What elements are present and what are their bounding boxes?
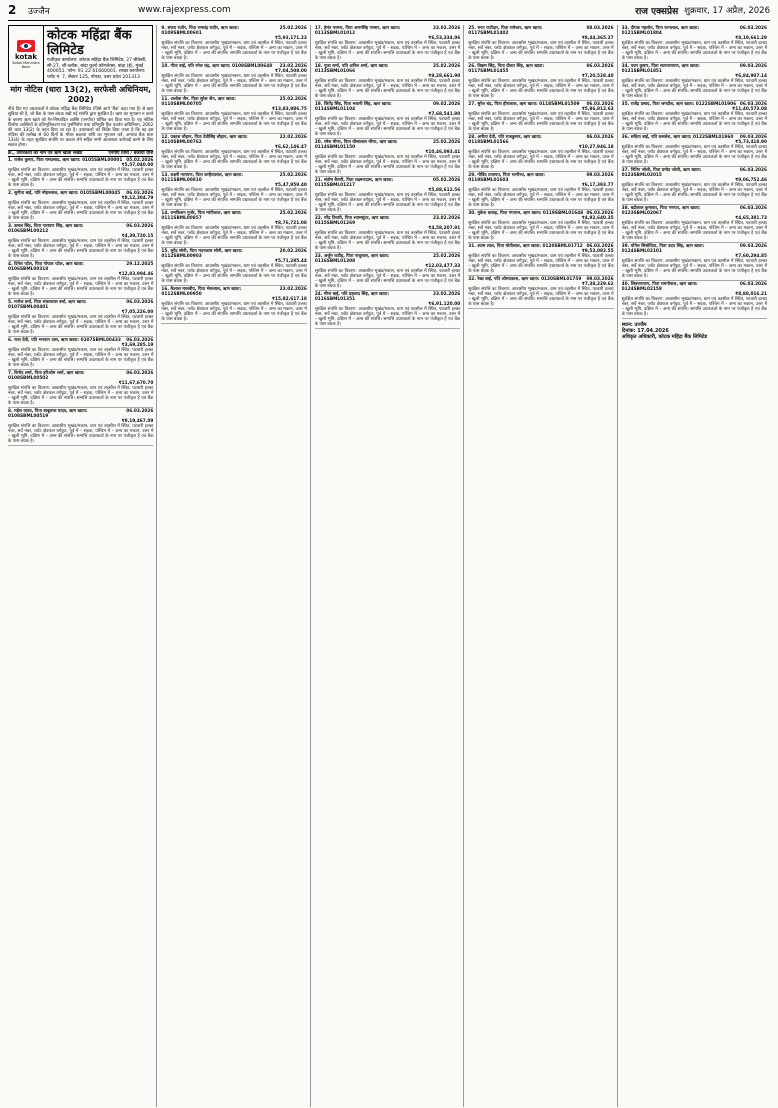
borrower-name: रामकिशन गुर्जर, पिता मांगीलाल, ऋण खाता: 0111SBML00857 <box>161 210 242 221</box>
borrower-name: विक्रम सिंह, पिता दौलत सिंह, ऋण खाता: 0117SBML01455 <box>468 63 545 74</box>
notice-entry <box>8 370 153 408</box>
notice-entry <box>315 63 460 101</box>
npa-date: 06.03.2026 <box>126 190 154 196</box>
notice-entry <box>468 276 613 309</box>
property-description: सुरक्षित संपत्ति का विवरण: आवासीय भूखंड/मकान, ग्राम एवं तहसील में स्थित, पटवारी हल्का नंबर, सर्वे नंबर, प्लॉट क्षेत्रफल वर्गफुट, पूर्व में – सड़क, पश्चिम में – अन्य का मकान, उत्तर में – खुली भूमि, दक्षिण में – अन्य की संपत्ति। सम्पत्ति उधारकर्ता के नाम पर पंजीकृत है एवं बैंक के पास बंधक है। <box>8 424 154 445</box>
entry-number: 3. <box>8 223 13 229</box>
npa-date: 06.03.2026 <box>739 205 768 211</box>
npa-date: 09.03.2026 <box>739 243 768 249</box>
outstanding-amount: ₹8,76,721.08 <box>275 220 307 226</box>
npa-date: 06.03.2026 <box>586 63 614 69</box>
npa-date: 23.02.2026 <box>279 63 307 69</box>
borrower-name: राजेश कुमार, पिता रामप्रसाद, ऋण खाता: 0105SBML00001 <box>14 157 123 163</box>
property-description: सुरक्षित संपत्ति का विवरण: आवासीय भूखंड/मकान, ग्राम एवं तहसील में स्थित, पटवारी हल्का नंबर, सर्वे नंबर, प्लॉट क्षेत्रफल वर्गफुट, पूर्व में – सड़क, पश्चिम में – अन्य का मकान, उत्तर में – खुली भूमि, दक्षिण में – अन्य की संपत्ति। सम्पत्ति उधारकर्ता के नाम पर पंजीकृत है एवं बैंक के पास बंधक है। <box>621 144 768 166</box>
outstanding-amount: ₹13,83,986.75 <box>272 106 307 112</box>
outstanding-amount: ₹4,92,640.35 <box>581 215 614 221</box>
outstanding-amount: ₹5,93,171.23 <box>275 35 307 41</box>
entry-number: 11. <box>161 96 170 102</box>
borrower-name: अशोक जैन, पिता सुरेश जैन, ऋण खाता: 0110SBML00705 <box>161 96 236 107</box>
bank-name: कोटक महिंद्रा बैंक लिमिटेड <box>47 28 132 58</box>
outstanding-amount: ₹5,71,285.44 <box>275 258 307 264</box>
outstanding-amount: ₹8,44,365.27 <box>581 35 614 41</box>
npa-date: 25.02.2026 <box>433 63 461 69</box>
column-1 <box>8 25 157 1107</box>
npa-date: 06.03.2026 <box>586 101 614 107</box>
borrower-name: संतोष बैरागी, पिता लक्ष्मणदास, ऋण खाता: 0115SBML01217 <box>314 177 394 188</box>
borrower-name: प्रकाश चौहान, पिता देवीसिंह चौहान, ऋण खाता: 0110SBML00762 <box>161 134 248 145</box>
borrower-name: शिवनारायण, पिता रामगोपाल, ऋण खाता: 0124SBML02158 <box>621 281 698 292</box>
outstanding-amount: ₹9,06,752.46 <box>735 177 768 183</box>
notice-entry <box>161 63 306 96</box>
entry-number: 19. <box>314 101 323 107</box>
header-borrower: क्र., उधारकर्ता का नाम एवं ऋण खाता संख्या <box>8 151 83 157</box>
notice-entry <box>468 25 613 63</box>
borrower-name: मनोज वर्मा, पिता शंकरलाल वर्मा, ऋण खाता: 0107SBML00401 <box>8 299 87 310</box>
outstanding-amount: ₹6,62,146.47 <box>275 144 307 150</box>
property-description: सुरक्षित संपत्ति का विवरण: आवासीय भूखंड/मकान, ग्राम एवं तहसील में स्थित, पटवारी हल्का नंबर, सर्वे नंबर, प्लॉट क्षेत्रफल वर्गफुट, पूर्व में – सड़क, पश्चिम में – अन्य का मकान, उत्तर में – खुली भूमि, दक्षिण में – अन्य की संपत्ति। सम्पत्ति उधारकर्ता के नाम पर पंजीकृत है एवं बैंक के पास बंधक है। <box>314 269 461 290</box>
notice-entry <box>468 134 613 172</box>
entry-number: 29. <box>468 172 476 178</box>
npa-date: 06.03.2026 <box>126 223 154 229</box>
notice-entry <box>315 139 460 177</box>
outstanding-amount: ₹6,91,120.00 <box>428 302 461 308</box>
npa-date: 08.03.2026 <box>586 25 614 31</box>
notice-entry <box>161 210 306 248</box>
npa-date: 23.02.2026 <box>433 25 461 31</box>
npa-date: 09.03.2026 <box>739 63 768 69</box>
outstanding-amount: ₹11,40,573.08 <box>732 106 768 112</box>
outstanding-amount: ₹8,12,304.79 <box>121 195 154 201</box>
property-description: सुरक्षित संपत्ति का विवरण: आवासीय भूखंड/मकान, ग्राम एवं तहसील में स्थित, पटवारी हल्का नंबर, सर्वे नंबर, प्लॉट क्षेत्रफल वर्गफुट, पूर्व में – सड़क, पश्चिम में – अन्य का मकान, उत्तर में – खुली भूमि, दक्षिण में – अन्य की संपत्ति। सम्पत्ति उधारकर्ता के नाम पर पंजीकृत है एवं बैंक के पास बंधक है। <box>621 182 768 204</box>
notice-entry <box>315 253 460 291</box>
borrower-name: सुरेश चंद्र, पिता हीरालाल, ऋण खाता: 0118SBML01509 <box>477 101 580 107</box>
property-description: सुरक्षित संपत्ति का विवरण: आवासीय भूखंड/मकान, ग्राम एवं तहसील में स्थित, पटवारी हल्का नंबर, सर्वे नंबर, प्लॉट क्षेत्रफल वर्गफुट, पूर्व में – सड़क, पश्चिम में – अन्य का मकान, उत्तर में – खुली भूमि, दक्षिण में – अन्य की संपत्ति। सम्पत्ति उधारकर्ता के नाम पर पंजीकृत है एवं बैंक के पास बंधक है। <box>8 239 154 260</box>
npa-date: 23.02.2026 <box>433 215 461 221</box>
outstanding-amount: ₹5,57,040.00 <box>121 162 154 168</box>
property-description: सुरक्षित संपत्ति का विवरण: आवासीय भूखंड/मकान, ग्राम एवं तहसील में स्थित, पटवारी हल्का नंबर, सर्वे नंबर, प्लॉट क्षेत्रफल वर्गफुट, पूर्व में – सड़क, पश्चिम में – अन्य का मकान, उत्तर में – खुली भूमि, दक्षिण में – अन्य की संपत्ति। सम्पत्ति उधारकर्ता के नाम पर पंजीकृत है एवं बैंक के पास बंधक है। <box>468 286 614 308</box>
outstanding-amount: ₹7,20,528.40 <box>581 73 614 79</box>
entry-number: 13. <box>161 172 170 178</box>
notice-entry <box>8 157 153 190</box>
notice-entry <box>315 215 460 253</box>
notice-entry <box>8 299 153 337</box>
property-description: सुरक्षित संपत्ति का विवरण: आवासीय भूखंड/मकान, ग्राम एवं तहसील में स्थित, पटवारी हल्का नंबर, सर्वे नंबर, प्लॉट क्षेत्रफल वर्गफुट, पूर्व में – सड़क, पश्चिम में – अन्य का मकान, उत्तर में – खुली भूमि, दक्षिण में – अन्य की संपत्ति। सम्पत्ति उधारकर्ता के नाम पर पंजीकृत है एवं बैंक के पास बंधक है। <box>468 187 614 209</box>
outstanding-amount: ₹4,65,381.73 <box>735 215 768 221</box>
notice-footer <box>622 322 767 340</box>
notice-entry <box>161 286 306 324</box>
outstanding-amount: ₹5,88,612.56 <box>428 187 461 193</box>
npa-date: 06.03.2026 <box>739 101 768 107</box>
npa-date: 09.03.2026 <box>739 134 768 140</box>
outstanding-amount: ₹7,38,229.62 <box>581 281 614 287</box>
outstanding-amount: ₹4,58,207.91 <box>428 226 461 232</box>
npa-date: 23.02.2026 <box>279 286 307 292</box>
entry-number: 32. <box>468 276 476 282</box>
npa-date: 25.02.2026 <box>433 253 461 259</box>
notice-entry <box>622 134 767 167</box>
outstanding-amount: ₹5,86,812.63 <box>581 106 614 112</box>
entry-number: 36. <box>621 134 630 140</box>
npa-date: 06.03.2026 <box>586 243 614 249</box>
property-description: सुरक्षित संपत्ति का विवरण: आवासीय भूखंड/मकान, ग्राम एवं तहसील में स्थित, पटवारी हल्का नंबर, सर्वे नंबर, प्लॉट क्षेत्रफल वर्गफुट, पूर्व में – सड़क, पश्चिम में – अन्य का मकान, उत्तर में – खुली भूमि, दक्षिण में – अन्य की संपत्ति। सम्पत्ति उधारकर्ता के नाम पर पंजीकृत है एवं बैंक के पास बंधक है। <box>468 220 614 242</box>
logo-subtext: Kotak Mahindra Bank <box>12 61 40 70</box>
notice-entry <box>8 223 153 261</box>
property-description: सुरक्षित संपत्ति का विवरण: आवासीय भूखंड/मकान, ग्राम एवं तहसील में स्थित, पटवारी हल्का नंबर, सर्वे नंबर, प्लॉट क्षेत्रफल वर्गफुट, पूर्व में – सड़क, पश्चिम में – अन्य का मकान, उत्तर में – खुली भूमि, दक्षिण में – अन्य की संपत्ति। सम्पत्ति उधारकर्ता के नाम पर पंजीकृत है एवं बैंक के पास बंधक है। <box>468 149 614 171</box>
outstanding-amount: ₹5,47,959.40 <box>275 182 307 188</box>
outstanding-amount: ₹10,27,946.18 <box>578 144 614 150</box>
notice-entry <box>315 25 460 63</box>
entry-number: 15. <box>161 248 170 254</box>
notice-title: मांग नोटिस (धारा 13(2), सरफेसी अधिनियम, 2002) <box>10 85 152 105</box>
property-description: सुरक्षित संपत्ति का विवरण: आवासीय भूखंड/मकान, ग्राम एवं तहसील में स्थित, पटवारी हल्का नंबर, सर्वे नंबर, प्लॉट क्षेत्रफल वर्गफुट, पूर्व में – सड़क, पश्चिम में – अन्य का मकान, उत्तर में – खुली भूमि, दक्षिण में – अन्य की संपत्ति। सम्पत्ति उधारकर्ता के नाम पर पंजीकृत है एवं बैंक के पास बंधक है। <box>314 155 461 176</box>
property-description: सुरक्षित संपत्ति का विवरण: आवासीय भूखंड/मकान, ग्राम एवं तहसील में स्थित, पटवारी हल्का नंबर, सर्वे नंबर, प्लॉट क्षेत्रफल वर्गफुट, पूर्व में – सड़क, पश्चिम में – अन्य का मकान, उत्तर में – खुली भूमि, दक्षिण में – अन्य की संपत्ति। सम्पत्ति उधारकर्ता के नाम पर पंजीकृत है एवं बैंक के पास बंधक है। <box>314 231 461 252</box>
outstanding-amount: ₹8,88,016.21 <box>735 291 768 297</box>
borrower-name: बद्रीलाल कुमावत, पिता गणपत, ऋण खाता: 0123SBML02067 <box>621 205 701 216</box>
entry-number: 18. <box>314 63 323 69</box>
borrower-name: कैलाश मालवीय, पिता भेरूलाल, ऋण खाता: 0112SBML00950 <box>161 286 242 297</box>
outstanding-amount: ₹9,53,082.55 <box>581 248 614 254</box>
npa-date: 06.03.2026 <box>586 134 614 140</box>
npa-date: 25.02.2026 <box>279 172 307 178</box>
outstanding-amount: ₹12,03,477.33 <box>425 264 461 270</box>
entry-number: 40. <box>621 281 630 287</box>
notice-entry <box>8 337 153 370</box>
borrower-name: राधा देवी, पति भगवान दास, ऋण खाता: 0107SBML00433 <box>14 337 121 343</box>
entry-number: 1. <box>8 157 13 163</box>
table-header <box>8 150 153 157</box>
npa-date: 09.03.2026 <box>586 276 614 282</box>
property-description: सुरक्षित संपत्ति का विवरण: आवासीय भूखंड/मकान, ग्राम एवं तहसील में स्थित, पटवारी हल्का नंबर, सर्वे नंबर, प्लॉट क्षेत्रफल वर्गफुट, पूर्व में – सड़क, पश्चिम में – अन्य का मकान, उत्तर में – खुली भूमि, दक्षिण में – अन्य की संपत्ति। सम्पत्ति उधारकर्ता के नाम पर पंजीकृत है एवं बैंक के पास बंधक है। <box>161 302 307 323</box>
notice-entry <box>622 205 767 243</box>
entry-number: 12. <box>161 134 170 140</box>
outstanding-amount: ₹9,19,467.09 <box>121 419 154 425</box>
npa-date: 09.03.2026 <box>586 172 614 178</box>
borrower-name: दिनेश पटेल, पिता गोपाल पटेल, ऋण खाता: 0106SBML00318 <box>8 261 84 272</box>
npa-date: 06.03.2026 <box>126 370 154 376</box>
npa-date: 05.02.2026 <box>433 177 461 183</box>
borrower-name: गोविंद प्रजापत, पिता भागीरथ, ऋण खाता: 0119SBML01603 <box>468 172 546 183</box>
property-description: सुरक्षित संपत्ति का विवरण: आवासीय भूखंड/मकान, ग्राम एवं तहसील में स्थित, पटवारी हल्का नंबर, सर्वे नंबर, प्लॉट क्षेत्रफल वर्गफुट, पूर्व में – सड़क, पश्चिम में – अन्य का मकान, उत्तर में – खुली भूमि, दक्षिण में – अन्य की संपत्ति। सम्पत्ति उधारकर्ता के नाम पर पंजीकृत है एवं बैंक के पास बंधक है। <box>8 386 154 407</box>
entry-number: 35. <box>621 101 630 107</box>
property-description: सुरक्षित संपत्ति का विवरण: आवासीय भूखंड/मकान, ग्राम एवं तहसील में स्थित, पटवारी हल्का नंबर, सर्वे नंबर, प्लॉट क्षेत्रफल वर्गफुट, पूर्व में – सड़क, पश्चिम में – अन्य का मकान, उत्तर में – खुली भूमि, दक्षिण में – अन्य की संपत्ति। सम्पत्ति उधारकर्ता के नाम पर पंजीकृत है एवं बैंक के पास बंधक है। <box>314 40 461 62</box>
entry-number: 21. <box>314 177 323 183</box>
entry-number: 37. <box>621 167 630 173</box>
borrower-name: सुनीता बाई, पति मोहनलाल, ऋण खाता: 0105SBML00045 <box>14 190 121 196</box>
entry-number: 7. <box>8 370 13 376</box>
entry-number: 17. <box>314 25 323 31</box>
property-description: सुरक्षित संपत्ति का विवरण: आवासीय भूखंड/मकान, ग्राम एवं तहसील में स्थित, पटवारी हल्का नंबर, सर्वे नंबर, प्लॉट क्षेत्रफल वर्गफुट, पूर्व में – सड़क, पश्चिम में – अन्य का मकान, उत्तर में – खुली भूमि, दक्षिण में – अन्य की संपत्ति। सम्पत्ति उधारकर्ता के नाम पर पंजीकृत है एवं बैंक के पास बंधक है। <box>621 40 768 62</box>
borrower-name: कमल सिंह, पिता नारायण सिंह, ऋण खाता: 0106SBML00212 <box>8 223 84 234</box>
notice-columns <box>8 25 770 1107</box>
npa-date: 20.02.2026 <box>279 248 307 254</box>
property-description: सुरक्षित संपत्ति का विवरण: आवासीय भूखंड/मकान, ग्राम एवं तहसील में स्थित, पटवारी हल्का नंबर, सर्वे नंबर, प्लॉट क्षेत्रफल वर्गफुट, पूर्व में – सड़क, पश्चिम में – अन्य का मकान, उत्तर में – खुली भूमि, दक्षिण में – अन्य की संपत्ति। सम्पत्ति उधारकर्ता के नाम पर पंजीकृत है एवं बैंक के पास बंधक है। <box>314 78 461 100</box>
entry-number: 8. <box>8 408 13 414</box>
entry-number: 9. <box>161 25 167 31</box>
entry-number: 22. <box>314 215 323 221</box>
notice-entry <box>622 25 767 63</box>
notice-entry <box>8 190 153 223</box>
notice-entry <box>315 101 460 139</box>
paper-name: राज एक्सप्रेस <box>635 6 679 17</box>
logo-text: kotak <box>14 53 37 62</box>
notice-entry <box>161 134 306 172</box>
property-description: सुरक्षित संपत्ति का विवरण: आवासीय भूखंड/मकान, ग्राम एवं तहसील में स्थित, पटवारी हल्का नंबर, सर्वे नंबर, प्लॉट क्षेत्रफल वर्गफुट, पूर्व में – सड़क, पश्चिम में – अन्य का मकान, उत्तर में – खुली भूमि, दक्षिण में – अन्य की संपत्ति। सम्पत्ति उधारकर्ता के नाम पर पंजीकृत है एवं बैंक के पास बंधक है। <box>8 277 154 298</box>
npa-date: 06.03.2026 <box>739 281 768 287</box>
borrower-name: सविता बाई, पति कमलेश, ऋण खाता: 0122SBML01960 <box>630 134 734 140</box>
borrower-name: दीपक गहलोत, पिता रतनलाल, ऋण खाता: 0121SBML01804 <box>621 25 700 36</box>
column-2 <box>161 25 310 1107</box>
property-description: सुरक्षित संपत्ति का विवरण: आवासीय भूखंड/मकान, ग्राम एवं तहसील में स्थित, पटवारी हल्का नंबर, सर्वे नंबर, प्लॉट क्षेत्रफल वर्गफुट, पूर्व में – सड़क, पश्चिम में – अन्य का मकान, उत्तर में – खुली भूमि, दक्षिण में – अन्य की संपत्ति। सम्पत्ति उधारकर्ता के नाम पर पंजीकृत है एवं बैंक के पास बंधक है। <box>8 348 154 369</box>
outstanding-amount: ₹9,28,661.90 <box>428 73 461 79</box>
notice-entry <box>468 101 613 134</box>
outstanding-amount: ₹8,19,661.29 <box>735 35 768 41</box>
borrower-name: योगेश सिसोदिया, पिता उदय सिंह, ऋण खाता: 0124SBML02101 <box>621 243 705 254</box>
property-description: सुरक्षित संपत्ति का विवरण: आवासीय भूखंड/मकान, ग्राम एवं तहसील में स्थित, पटवारी हल्का नंबर, सर्वे नंबर, प्लॉट क्षेत्रफल वर्गफुट, पूर्व में – सड़क, पश्चिम में – अन्य का मकान, उत्तर में – खुली भूमि, दक्षिण में – अन्य की संपत्ति। सम्पत्ति उधारकर्ता के नाम पर पंजीकृत है एवं बैंक के पास बंधक है। <box>161 264 307 285</box>
property-description: सुरक्षित संपत्ति का विवरण: आवासीय भूखंड/मकान, ग्राम एवं तहसील में स्थित, पटवारी हल्का नंबर, सर्वे नंबर, प्लॉट क्षेत्रफल वर्गफुट, पूर्व में – सड़क, पश्चिम में – अन्य का मकान, उत्तर में – खुली भूमि, दक्षिण में – अन्य की संपत्ति। सम्पत्ति उधारकर्ता के नाम पर पंजीकृत है एवं बैंक के पास बंधक है। <box>468 111 614 133</box>
masthead <box>8 0 770 21</box>
notice-entry <box>161 96 306 134</box>
borrower-name: लक्ष्मी नारायण, पिता कन्हैयालाल, ऋण खाता: 0111SBML00810 <box>161 172 243 183</box>
entry-number: 24. <box>314 291 323 297</box>
npa-date: 29.12.2025 <box>126 261 154 267</box>
notice-entry <box>468 243 613 276</box>
outstanding-amount: ₹6,84,907.14 <box>735 73 768 79</box>
entry-number: 27. <box>468 101 476 107</box>
borrower-name: हेमंत परमार, पिता अमरसिंह परमार, ऋण खाता: 0113SBML01012 <box>314 25 401 36</box>
npa-date: 25.02.2026 <box>279 96 307 102</box>
notice-entry <box>315 291 460 329</box>
borrower-name: नितिन जोशी, पिता प्रमोद जोशी, ऋण खाता: 0123SBML02015 <box>621 167 702 178</box>
borrower-name: नरेंद्र तिवारी, पिता श्यामसुंदर, ऋण खाता: 0115SBML01269 <box>314 215 390 226</box>
kotak-logo-icon <box>16 39 36 53</box>
borrower-name: संजय राठौर, पिता रामचंद्र राठौर, ऋण खाता: 0109SBML00601 <box>161 25 240 36</box>
npa-date: 09.02.2026 <box>433 101 461 107</box>
footer-date: दिनांक: 17.04.2026 <box>621 328 669 335</box>
npa-date: 06.03.2026 <box>126 337 154 343</box>
property-description: सुरक्षित संपत्ति का विवरण: आवासीय भूखंड/मकान, ग्राम एवं तहसील में स्थित, पटवारी हल्का नंबर, सर्वे नंबर, प्लॉट क्षेत्रफल वर्गफुट, पूर्व में – सड़क, पश्चिम में – अन्य का मकान, उत्तर में – खुली भूमि, दक्षिण में – अन्य की संपत्ति। सम्पत्ति उधारकर्ता के नाम पर पंजीकृत है एवं बैंक के पास बंधक है। <box>161 111 307 133</box>
property-description: सुरक्षित संपत्ति का विवरण: आवासीय भूखंड/मकान, ग्राम एवं तहसील में स्थित, पटवारी हल्का नंबर, सर्वे नंबर, प्लॉट क्षेत्रफल वर्गफुट, पूर्व में – सड़क, पश्चिम में – अन्य का मकान, उत्तर में – खुली भूमि, दक्षिण में – अन्य की संपत्ति। सम्पत्ति उधारकर्ता के नाम पर पंजीकृत है एवं बैंक के पास बंधक है। <box>621 78 768 100</box>
outstanding-amount: ₹7,05,226.00 <box>121 310 154 315</box>
npa-date: 25.02.2026 <box>433 139 461 145</box>
notice-entry <box>161 248 306 286</box>
npa-date: 25.02.2026 <box>279 25 307 31</box>
footer-signatory: अधिकृत अधिकारी, कोटक महिंद्रा बैंक लिमिटेड <box>621 334 708 341</box>
notice-entry <box>622 167 767 205</box>
footer-place: स्थान: उज्जैन <box>621 322 647 329</box>
entry-number: 34. <box>621 63 630 69</box>
notice-entry <box>161 172 306 210</box>
entry-number: 2. <box>8 190 13 196</box>
notice-entry <box>161 25 306 63</box>
outstanding-amount: ₹5,73,418.90 <box>735 139 768 145</box>
entry-number: 28. <box>468 134 476 140</box>
npa-date: 06.03.2026 <box>739 167 768 173</box>
borrower-name: राजेंद्र प्रसाद, पिता जगदीश, ऋण खाता: 0122SBML01906 <box>630 101 737 107</box>
npa-date: 06.03.2026 <box>739 25 768 31</box>
kotak-logo <box>9 26 44 82</box>
property-description: सुरक्षित संपत्ति का विवरण: आवासीय भूखंड/मकान, ग्राम एवं तहसील में स्थित, पटवारी हल्का नंबर, सर्वे नंबर, प्लॉट क्षेत्रफल वर्गफुट, पूर्व में – सड़क, पश्चिम में – अन्य का मकान, उत्तर में – खुली भूमि, दक्षिण में – अन्य की संपत्ति। सम्पत्ति उधारकर्ता के नाम पर पंजीकृत है एवं बैंक के पास बंधक है। <box>621 111 768 133</box>
property-description: सुरक्षित संपत्ति का विवरण: आवासीय भूखंड/मकान, ग्राम एवं तहसील में स्थित, पटवारी हल्का नंबर, सर्वे नंबर, प्लॉट क्षेत्रफल वर्गफुट, पूर्व में – सड़क, पश्चिम में – अन्य का मकान, उत्तर में – खुली भूमि, दक्षिण में – अन्य की संपत्ति। सम्पत्ति उधारकर्ता के नाम पर पंजीकृत है एवं बैंक के पास बंधक है। <box>161 187 307 209</box>
notice-entry <box>622 101 767 134</box>
outstanding-amount: ₹7,04,508.00 <box>275 68 307 74</box>
header-amount: एनपीए तिथि / बकाया राशि <box>108 151 154 157</box>
notice-intro: नीचे दिए गए उधारकर्ता ने कोटक महिंद्रा बैंक लिमिटेड (जिसे आगे 'बैंक' कहा गया है) से ऋण सुविधा ली है, जो बैंक के पास बंधक रखी गई संपत्ति द्वारा सुरक्षित है। ऋण का भुगतान न करने के कारण ऋण खाते को गैर-निष्पादित आस्ति (एनपीए) घोषित कर दिया गया है। यह नोटिस वित्तीय आस्तियों के प्रतिभूतिकरण एवं पुनर्निर्माण तथा प्रतिभूति हित प्रवर्तन अधिनियम, 2002 की धारा 13(2) के तहत दिया जा रहा है। उधारकर्ता को निर्देश दिया जाता है कि वह इस नोटिस की तारीख से 60 दिनों के भीतर बकाया राशि का भुगतान करें, अन्यथा बैंक धारा 13(4) के तहत सुरक्षित संपत्ति पर कब्जा लेने सहित सभी आवश्यक कार्रवाई करने के लिए स्वतंत्र होगा। <box>8 107 154 149</box>
property-description: सुरक्षित संपत्ति का विवरण: आवासीय भूखंड/मकान, ग्राम एवं तहसील में स्थित, पटवारी हल्का नंबर, सर्वे नंबर, प्लॉट क्षेत्रफल वर्गफुट, पूर्व में – सड़क, पश्चिम में – अन्य का मकान, उत्तर में – खुली भूमि, दक्षिण में – अन्य की संपत्ति। सम्पत्ति उधारकर्ता के नाम पर पंजीकृत है एवं बैंक के पास बंधक है। <box>621 297 768 318</box>
entry-number: 4. <box>8 261 13 267</box>
entry-number: 6. <box>8 337 13 343</box>
npa-date: 23.02.2026 <box>433 291 461 297</box>
property-description: सुरक्षित संपत्ति का विवरण: आवासीय भूखंड/मकान, ग्राम एवं तहसील में स्थित, पटवारी हल्का नंबर, सर्वे नंबर, प्लॉट क्षेत्रफल वर्गफुट, पूर्व में – सड़क, पश्चिम में – अन्य का मकान, उत्तर में – खुली भूमि, दक्षिण में – अन्य की संपत्ति। सम्पत्ति उधारकर्ता के नाम पर पंजीकृत है एवं बैंक के पास बंधक है। <box>161 40 307 62</box>
entry-number: 5. <box>8 299 13 305</box>
npa-date: 06.03.2026 <box>586 210 614 216</box>
borrower-name: श्याम लाल, पिता मोतीलाल, ऋण खाता: 0120SBML01712 <box>477 243 583 249</box>
entry-number: 38. <box>621 205 630 211</box>
npa-date: 25.02.2026 <box>279 210 307 216</box>
property-description: सुरक्षित संपत्ति का विवरण: आवासीय भूखंड/मकान, ग्राम एवं तहसील में स्थित, पटवारी हल्का नंबर, सर्वे नंबर, प्लॉट क्षेत्रफल वर्गफुट, पूर्व में – सड़क, पश्चिम में – अन्य का मकान, उत्तर में – खुली भूमि, दक्षिण में – अन्य की संपत्ति। सम्पत्ति उधारकर्ता के नाम पर पंजीकृत है एवं बैंक के पास बंधक है। <box>468 78 614 100</box>
outstanding-amount: ₹3,69,285.19 <box>121 342 154 348</box>
edition-city: उज्जैन <box>28 6 50 17</box>
borrower-name: गीता बाई, पति रमेश चंद्र, ऋण खाता: 0109SBML00648 <box>170 63 273 69</box>
property-description: सुरक्षित संपत्ति का विवरण: आवासीय भूखंड/मकान, ग्राम एवं तहसील में स्थित, पटवारी हल्का नंबर, सर्वे नंबर, प्लॉट क्षेत्रफल वर्गफुट, पूर्व में – सड़क, पश्चिम में – अन्य का मकान, उत्तर में – खुली भूमि, दक्षिण में – अन्य की संपत्ति। सम्पत्ति उधारकर्ता के नाम पर पंजीकृत है एवं बैंक के पास बंधक है। <box>314 193 461 214</box>
outstanding-amount: ₹7,60,294.85 <box>735 253 768 259</box>
notice-entry <box>622 63 767 101</box>
outstanding-amount: ₹6,53,334.06 <box>428 35 461 41</box>
notice-entry <box>8 261 153 299</box>
entry-number: 30. <box>468 210 476 216</box>
npa-date: 22.02.2026 <box>279 134 307 140</box>
npa-date: 06.03.2026 <box>126 299 154 305</box>
bank-address: पंजीकृत कार्यालय: कोटक महिंद्रा बैंक लिमिटेड, 27 बीकेसी, सी-27, जी-ब्लॉक, बांद्रा कुर्ला कॉम्प्लेक्स, बांद्रा (ई), मुंबई 400051. फोन: 91 22 61660001. शाखा कार्यालय: प्लॉट नं. 7, सेक्टर 125, नोएडा, उत्तर प्रदेश 201313 <box>47 58 147 80</box>
entry-number: 26. <box>468 63 476 69</box>
notice-entry <box>8 408 153 446</box>
npa-date: 06.03.2026 <box>126 408 154 414</box>
borrower-name: अनीता देवी, पति राजकुमार, ऋण खाता: 0118SBML01566 <box>468 134 542 145</box>
page-number: 2 <box>8 3 17 17</box>
property-description: सुरक्षित संपत्ति का विवरण: आवासीय भूखंड/मकान, ग्राम एवं तहसील में स्थित, पटवारी हल्का नंबर, सर्वे नंबर, प्लॉट क्षेत्रफल वर्गफुट, पूर्व में – सड़क, पश्चिम में – अन्य का मकान, उत्तर में – खुली भूमि, दक्षिण में – अन्य की संपत्ति। सम्पत्ति उधारकर्ता के नाम पर पंजीकृत है एवं बैंक के पास बंधक है। <box>161 226 307 247</box>
property-description: सुरक्षित संपत्ति का विवरण: आवासीय भूखंड/मकान, ग्राम एवं तहसील में स्थित, पटवारी हल्का नंबर, सर्वे नंबर, प्लॉट क्षेत्रफल वर्गफुट, पूर्व में – सड़क, पश्चिम में – अन्य का मकान, उत्तर में – खुली भूमि, दक्षिण में – अन्य की संपत्ति। सम्पत्ति उधारकर्ता के नाम पर पंजीकृत है एवं बैंक के पास बंधक है। <box>468 40 614 62</box>
property-description: सुरक्षित संपत्ति का विवरण: आवासीय भूखंड/मकान, ग्राम एवं तहसील में स्थित, पटवारी हल्का नंबर, सर्वे नंबर, प्लॉट क्षेत्रफल वर्गफुट, पूर्व में – सड़क, पश्चिम में – अन्य का मकान, उत्तर में – खुली भूमि, दक्षिण में – अन्य की संपत्ति। सम्पत्ति उधारकर्ता के नाम पर पंजीकृत है एवं बैंक के पास बंधक है। <box>8 315 154 336</box>
property-description: सुरक्षित संपत्ति का विवरण: आवासीय भूखंड/मकान, ग्राम एवं तहसील में स्थित, पटवारी हल्का नंबर, सर्वे नंबर, प्लॉट क्षेत्रफल वर्गफुट, पूर्व में – सड़क, पश्चिम में – अन्य का मकान, उत्तर में – खुली भूमि, दक्षिण में – अन्य की संपत्ति। सम्पत्ति उधारकर्ता के नाम पर पंजीकृत है एवं बैंक के पास बंधक है। <box>161 149 307 171</box>
entry-number: 33. <box>621 25 630 31</box>
entry-number: 39. <box>621 243 630 249</box>
borrower-name: सुरेंद्र सोनी, पिता मदनलाल सोनी, ऋण खाता: 0112SBML00903 <box>161 248 243 259</box>
column-5 <box>622 25 770 1107</box>
outstanding-amount: ₹10,46,093.41 <box>425 149 461 155</box>
website-link[interactable]: www.rajexpress.com <box>138 5 231 15</box>
outstanding-amount: ₹6,17,393.77 <box>581 182 614 188</box>
property-description: सुरक्षित संपत्ति का विवरण: आवासीय भूखंड/मकान, ग्राम एवं तहसील में स्थित, पटवारी हल्का नंबर, सर्वे नंबर, प्लॉट क्षेत्रफल वर्गफुट, पूर्व में – सड़क, पश्चिम में – अन्य का मकान, उत्तर में – खुली भूमि, दक्षिण में – अन्य की संपत्ति। सम्पत्ति उधारकर्ता के नाम पर पंजीकृत है एवं बैंक के पास बंधक है। <box>161 73 307 95</box>
borrower-name: भरत पाटीदार, पिता रामेश्वर, ऋण खाता: 0117SBML01402 <box>468 25 543 36</box>
borrower-name: रमेश मीणा, पिता घीसालाल मीणा, ऋण खाता: 0114SBML01150 <box>314 139 398 150</box>
property-description: सुरक्षित संपत्ति का विवरण: आवासीय भूखंड/मकान, ग्राम एवं तहसील में स्थित, पटवारी हल्का नंबर, सर्वे नंबर, प्लॉट क्षेत्रफल वर्गफुट, पूर्व में – सड़क, पश्चिम में – अन्य का मकान, उत्तर में – खुली भूमि, दक्षिण में – अन्य की संपत्ति। सम्पत्ति उधारकर्ता के नाम पर पंजीकृत है एवं बैंक के पास बंधक है। <box>8 168 154 189</box>
issue-date: शुक्रवार, 17 अप्रैल, 2026 <box>684 5 770 16</box>
entry-number: 10. <box>161 63 170 69</box>
npa-date: 05.02.2026 <box>126 157 154 163</box>
borrower-name: अर्जुन राठौड़, पिता नाथूलाल, ऋण खाता: 0116SBML01308 <box>314 253 390 264</box>
borrower-name: पवन कुमार, पिता सत्यनारायण, ऋण खाता: 0121SBML01851 <box>621 63 700 74</box>
notice-entry <box>315 177 460 215</box>
borrower-name: जितेंद्र सिंह, पिता भवानी सिंह, ऋण खाता: 0114SBML01104 <box>314 101 392 112</box>
outstanding-amount: ₹12,83,994.46 <box>118 271 154 277</box>
borrower-name: विनोद शर्मा, पिता हरिओम शर्मा, ऋण खाता: 0108SBML00502 <box>8 370 85 381</box>
property-description: सुरक्षित संपत्ति का विवरण: आवासीय भूखंड/मकान, ग्राम एवं तहसील में स्थित, पटवारी हल्का नंबर, सर्वे नंबर, प्लॉट क्षेत्रफल वर्गफुट, पूर्व में – सड़क, पश्चिम में – अन्य का मकान, उत्तर में – खुली भूमि, दक्षिण में – अन्य की संपत्ति। सम्पत्ति उधारकर्ता के नाम पर पंजीकृत है एवं बैंक के पास बंधक है। <box>314 116 461 138</box>
entry-number: 16. <box>161 286 170 292</box>
borrower-name: महेश यादव, पिता बाबूलाल यादव, ऋण खाता: 0108SBML00519 <box>8 408 88 419</box>
outstanding-amount: ₹4,39,720.15 <box>121 233 154 239</box>
column-3 <box>315 25 464 1107</box>
outstanding-amount: ₹11,67,670.70 <box>118 381 154 386</box>
outstanding-amount: ₹7,68,541.80 <box>428 111 461 117</box>
property-description: सुरक्षित संपत्ति का विवरण: आवासीय भूखंड/मकान, ग्राम एवं तहसील में स्थित, पटवारी हल्का नंबर, सर्वे नंबर, प्लॉट क्षेत्रफल वर्गफुट, पूर्व में – सड़क, पश्चिम में – अन्य का मकान, उत्तर में – खुली भूमि, दक्षिण में – अन्य की संपत्ति। सम्पत्ति उधारकर्ता के नाम पर पंजीकृत है एवं बैंक के पास बंधक है। <box>8 200 154 222</box>
property-description: सुरक्षित संपत्ति का विवरण: आवासीय भूखंड/मकान, ग्राम एवं तहसील में स्थित, पटवारी हल्का नंबर, सर्वे नंबर, प्लॉट क्षेत्रफल वर्गफुट, पूर्व में – सड़क, पश्चिम में – अन्य का मकान, उत्तर में – खुली भूमि, दक्षिण में – अन्य की संपत्ति। सम्पत्ति उधारकर्ता के नाम पर पंजीकृत है एवं बैंक के पास बंधक है। <box>621 220 768 242</box>
column-4 <box>468 25 617 1107</box>
entry-number: 31. <box>468 243 476 249</box>
notice-entry <box>622 243 767 281</box>
bank-header <box>8 25 153 83</box>
borrower-name: मीना बाई, पति प्रहलाद सिंह, ऋण खाता: 0116SBML01351 <box>314 291 390 303</box>
notice-entry <box>468 210 613 243</box>
entry-number: 25. <box>468 25 476 31</box>
borrower-name: रेखा बाई, पति ओमप्रकाश, ऋण खाता: 0120SBML01759 <box>477 276 582 282</box>
property-description: सुरक्षित संपत्ति का विवरण: आवासीय भूखंड/मकान, ग्राम एवं तहसील में स्थित, पटवारी हल्का नंबर, सर्वे नंबर, प्लॉट क्षेत्रफल वर्गफुट, पूर्व में – सड़क, पश्चिम में – अन्य का मकान, उत्तर में – खुली भूमि, दक्षिण में – अन्य की संपत्ति। सम्पत्ति उधारकर्ता के नाम पर पंजीकृत है एवं बैंक के पास बंधक है। <box>468 253 614 275</box>
property-description: सुरक्षित संपत्ति का विवरण: आवासीय भूखंड/मकान, ग्राम एवं तहसील में स्थित, पटवारी हल्का नंबर, सर्वे नंबर, प्लॉट क्षेत्रफल वर्गफुट, पूर्व में – सड़क, पश्चिम में – अन्य का मकान, उत्तर में – खुली भूमि, दक्षिण में – अन्य की संपत्ति। सम्पत्ति उधारकर्ता के नाम पर पंजीकृत है एवं बैंक के पास बंधक है। <box>621 258 768 280</box>
notice-entry <box>468 63 613 101</box>
entry-number: 23. <box>314 253 323 259</box>
entry-number: 20. <box>314 139 323 145</box>
borrower-name: पूजा शर्मा, पति अनिल शर्मा, ऋण खाता: 0113SBML01066 <box>314 63 389 74</box>
outstanding-amount: ₹15,82,617.18 <box>272 297 307 303</box>
notice-entry <box>622 281 767 319</box>
notice-entry <box>468 172 613 210</box>
property-description: सुरक्षित संपत्ति का विवरण: आवासीय भूखंड/मकान, ग्राम एवं तहसील में स्थित, पटवारी हल्का नंबर, सर्वे नंबर, प्लॉट क्षेत्रफल वर्गफुट, पूर्व में – सड़क, पश्चिम में – अन्य का मकान, उत्तर में – खुली भूमि, दक्षिण में – अन्य की संपत्ति। सम्पत्ति उधारकर्ता के नाम पर पंजीकृत है एवं बैंक के पास बंधक है। <box>314 307 461 328</box>
entry-number: 14. <box>161 210 170 216</box>
borrower-name: मुकेश धाकड़, पिता गंगाराम, ऋण खाता: 0119SBML01648 <box>477 210 584 216</box>
